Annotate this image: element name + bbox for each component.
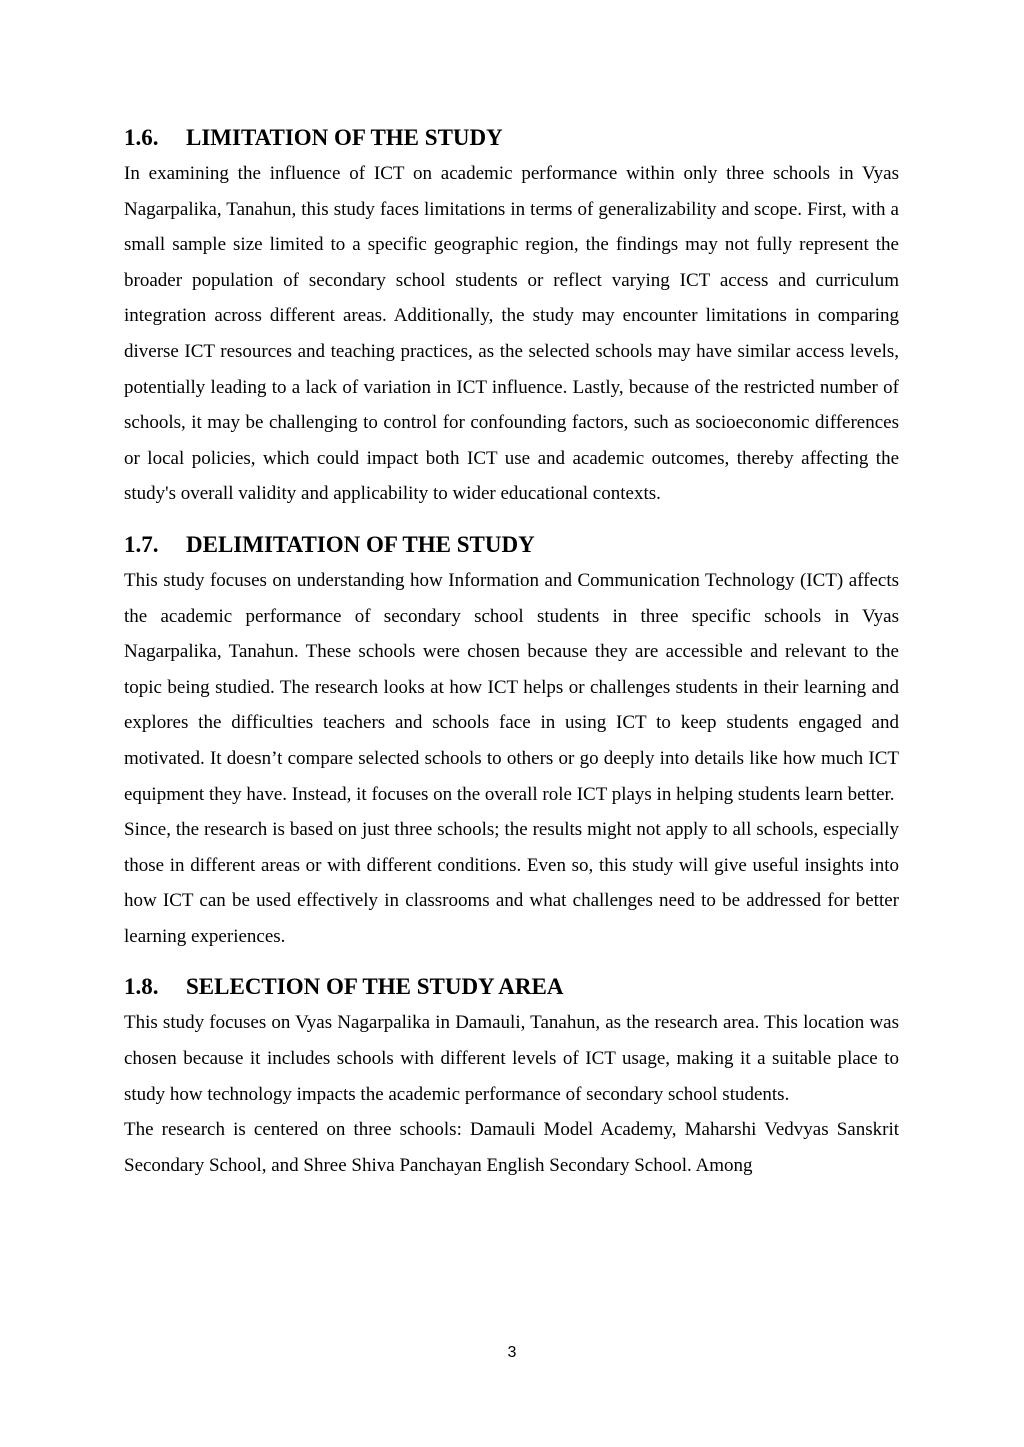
section-title: SELECTION OF THE STUDY AREA [186, 974, 564, 1000]
paragraph: This study focuses on Vyas Nagarpalika in Damauli, Tanahun, as the research area. This location was chosen because it includes schools with different levels of ICT usage, making it a suitable place to study how technology impacts the academic performance of secondary school students. [124, 1012, 899, 1105]
page-number: 3 [507, 1344, 517, 1361]
section-number: 1.7. [124, 531, 159, 557]
section-title: DELIMITATION OF THE STUDY [186, 531, 535, 557]
section-gap [124, 512, 899, 526]
section-heading [124, 968, 899, 1005]
section-number: 1.6. [124, 125, 159, 150]
section-number: 1.8. [124, 974, 159, 1000]
paragraph: Since, the research is based on just three schools; the results might not apply to all schools, especially those in different areas or with different conditions. Even so, this study will give useful insights into how ICT can be used effectively in classrooms and what challenges need to be addressed for better learning experiences. [124, 819, 899, 947]
section-heading [124, 526, 899, 563]
section-delimitation [124, 526, 899, 955]
paragraph: This study focuses on understanding how Information and Communication Technology (ICT) affects the academic performance of secondary school students in three specific schools in Vyas Nagarpalika, Tanahun. These schools were chosen because they are accessible and relevant to the topic being studied. The research looks at how ICT helps or challenges students in their learning and explores the difficulties teachers and schools face in using ICT to keep students engaged and motivated. It doesn’t compare selected schools to others or go deeply into details like how much ICT equipment they have. Instead, it focuses on the overall role ICT plays in helping students learn better. [124, 569, 899, 805]
section-limitation [124, 119, 899, 512]
page-content [124, 119, 899, 1183]
section-study-area [124, 968, 899, 1183]
section-heading [124, 119, 899, 156]
paragraph: In examining the influence of ICT on academic performance within only three schools in Vyas Nagarpalika, Tanahun, this study faces limitations in terms of generalizability and scope. First, with a small sample size limited to a specific geographic region, the findings may not fully represent the broader population of secondary school students or reflect varying ICT access and curriculum integration across different areas. Additionally, the study may encounter limitations in comparing diverse ICT resources and teaching practices, as the selected schools may have similar access levels, potentially leading to a lack of variation in ICT influence. Lastly, because of the restricted number of schools, it may be challenging to control for confounding factors, such as socioeconomic differences or local policies, which could impact both ICT use and academic outcomes, thereby affecting the study's overall validity and applicability to wider educational contexts. [124, 163, 899, 505]
section-title: LIMITATION OF THE STUDY [186, 125, 503, 150]
paragraph: The research is centered on three schools: Damauli Model Academy, Maharshi Vedvyas Sanskrit Secondary School, and Shree Shiva Panchayan English Secondary School. Among [124, 1119, 899, 1176]
section-gap [124, 954, 899, 968]
